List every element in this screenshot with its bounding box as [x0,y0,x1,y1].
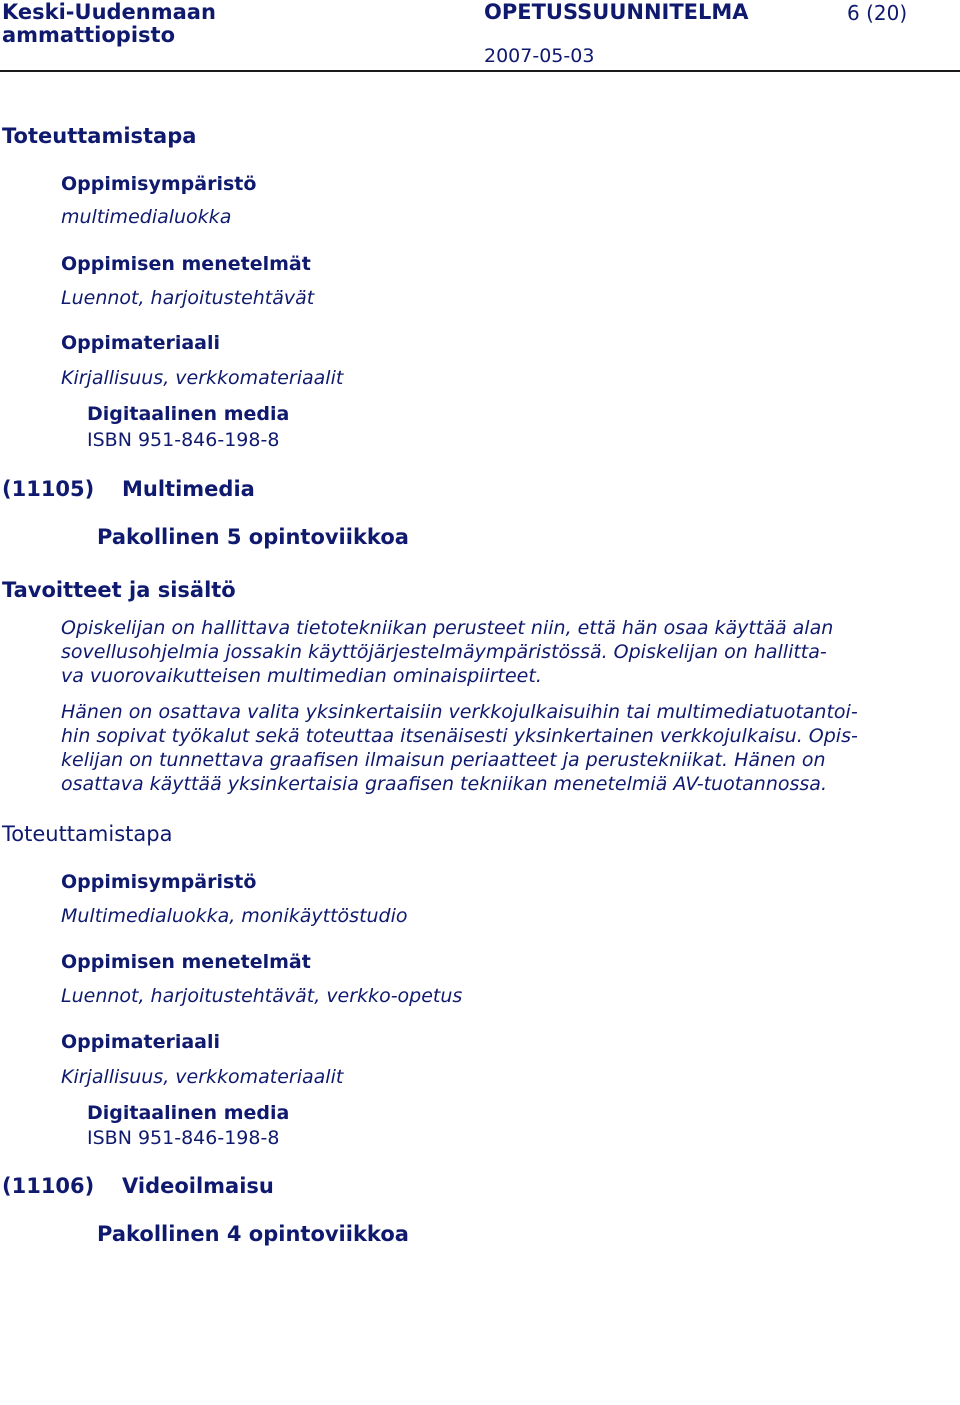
course-status-2: Pakollinen 4 opintoviikkoa [97,1222,409,1246]
learning-methods-value: Luennot, harjoitustehtävät [61,287,315,309]
document-title: OPETUSSUUNNITELMA [484,0,749,24]
learning-material-value: Kirjallisuus, verkkomateriaalit [61,367,344,389]
digital-media-isbn: ISBN 951-846-198-8 [87,429,280,451]
section-heading-implementation-2: Toteuttamistapa [2,822,173,846]
learning-methods-value-2: Luennot, harjoitustehtävät, verkko-opetus [61,985,463,1007]
learning-material-value-2: Kirjallisuus, verkkomateriaalit [61,1066,344,1088]
goals-paragraph-2 [61,700,923,796]
learning-environment-value-2: Multimedialuokka, monikäyttöstudio [61,905,408,927]
paragraph-line: hin sopivat työkalut sekä toteuttaa itsenäisesti yksinkertainen verkkojulkaisu. Opis- [61,725,858,747]
learning-material-label-2: Oppimateriaali [61,1031,221,1053]
document-date: 2007-05-03 [484,45,595,67]
learning-environment-label: Oppimisympäristö [61,173,257,195]
learning-environment-value: multimedialuokka [61,206,232,228]
learning-methods-label-2: Oppimisen menetelmät [61,951,311,973]
header-rule [0,70,960,72]
paragraph-line: osattava käyttää yksinkertaisia graafisen tekniikan menetelmiä AV-tuotannossa. [61,773,827,795]
digital-media-label-2: Digitaalinen media [87,1102,290,1124]
organization-name-line2: ammattiopisto [2,23,176,47]
section-heading-implementation: Toteuttamistapa [2,124,197,148]
paragraph-line: sovellusohjelmia jossakin käyttöjärjestelmäympäristössä. Opiskelijan on hallitta- [61,641,827,663]
paragraph-line: kelijan on tunnettava graafisen ilmaisun periaatteet ja perustekniikat. Hänen on [61,749,826,771]
paragraph-line: va vuorovaikutteisen multimedian ominaispiirteet. [61,665,542,687]
section-heading-goals: Tavoitteet ja sisältö [2,578,236,602]
course-title-2: Videoilmaisu [122,1174,274,1198]
learning-environment-label-2: Oppimisympäristö [61,871,257,893]
page-number: 6 (20) [847,1,908,25]
goals-paragraph-1 [61,616,923,688]
paragraph-line: Opiskelijan on hallittava tietotekniikan perusteet niin, että hän osaa käyttää alan [61,617,834,639]
course-code-2: (11106) [2,1174,95,1198]
course-status: Pakollinen 5 opintoviikkoa [97,525,409,549]
organization-name: Keski-Uudenmaan [2,0,216,24]
learning-material-label: Oppimateriaali [61,332,221,354]
digital-media-label: Digitaalinen media [87,403,290,425]
learning-methods-label: Oppimisen menetelmät [61,253,311,275]
course-code: (11105) [2,477,95,501]
course-title: Multimedia [122,477,255,501]
digital-media-isbn-2: ISBN 951-846-198-8 [87,1127,280,1149]
paragraph-line: Hänen on osattava valita yksinkertaisiin verkkojulkaisuihin tai multimediatuotantoi- [61,701,858,723]
